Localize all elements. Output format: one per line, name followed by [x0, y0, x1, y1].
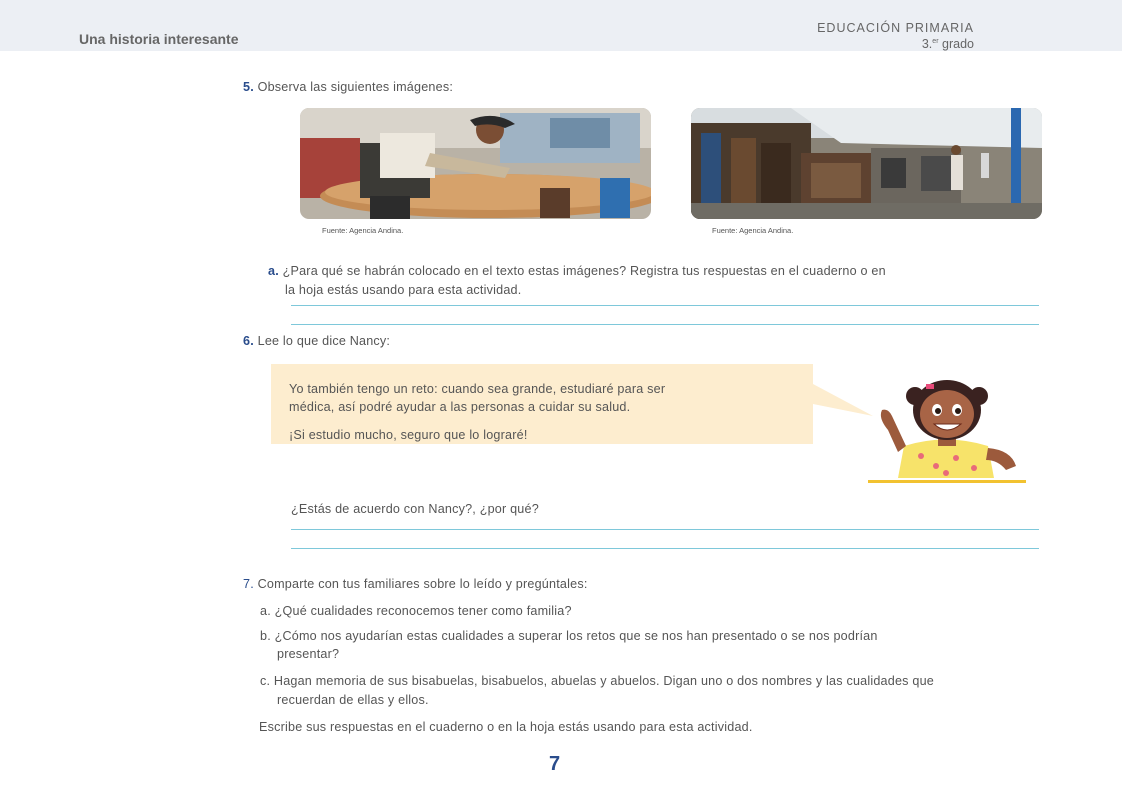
question-5a-line1: [268, 262, 886, 280]
question-5a-line2: la hoja estás usando para esta actividad.: [285, 283, 522, 297]
question-7b-line2: presentar?: [277, 647, 340, 661]
question-7: [243, 575, 588, 593]
grade-word: grado: [942, 37, 974, 51]
speech-bubble-tail: [813, 384, 873, 420]
answer-line: [291, 305, 1039, 306]
workshop-photo: [691, 108, 1042, 219]
question-5-text: Observa las siguientes imágenes:: [257, 80, 454, 94]
nancy-illustration: [866, 378, 1026, 486]
speech-bubble: [271, 364, 813, 444]
bubble-line-3: ¡Si estudio mucho, seguro que lo lograré!: [289, 428, 528, 442]
question-6-text: Lee lo que dice Nancy:: [257, 334, 391, 348]
question-7-text: Comparte con tus familiares sobre lo leído y pregúntales:: [257, 577, 588, 591]
carpenter-photo-image: [300, 108, 651, 219]
question-7-number: 7.: [243, 577, 254, 591]
bubble-line-2: médica, así podré ayudar a las personas a cuidar su salud.: [289, 400, 631, 414]
question-5a-text: ¿Para qué se habrán colocado en el texto estas imágenes? Registra tus respuestas en el cuaderno o en: [282, 264, 886, 278]
question-5a-label: a.: [268, 264, 279, 278]
photo-caption-left: Fuente: Agencia Andina.: [322, 226, 404, 235]
carpenter-photo: [300, 108, 651, 219]
question-7b-line1: b. ¿Cómo nos ayudarían estas cualidades a superar los retos que se nos han presentado o se nos podrían: [260, 629, 878, 643]
workshop-photo-image: [691, 108, 1042, 219]
education-level: EDUCACIÓN PRIMARIA: [817, 21, 974, 35]
header-title: Una historia interesante: [79, 31, 239, 47]
answer-line: [291, 548, 1039, 549]
grade-number: 3.: [921, 37, 933, 51]
bubble-line-1: Yo también tengo un reto: cuando sea grande, estudiaré para ser: [289, 382, 666, 396]
question-6-prompt: ¿Estás de acuerdo con Nancy?, ¿por qué?: [291, 502, 539, 516]
answer-line: [291, 324, 1039, 325]
photo-caption-right: Fuente: Agencia Andina.: [712, 226, 794, 235]
question-7c-line1: c. Hagan memoria de sus bisabuelas, bisabuelos, abuelas y abuelos. Digan uno o dos nombres y las cualidades que: [260, 674, 934, 688]
question-6: [243, 332, 390, 350]
question-5: [243, 78, 453, 96]
grade-label: [922, 37, 974, 51]
page-header: [0, 0, 1122, 51]
answer-line: [291, 529, 1039, 530]
question-7c-line2: recuerdan de ellas y ellos.: [277, 693, 429, 707]
question-7-closing: Escribe sus respuestas en el cuaderno o en la hoja estás usando para esta actividad.: [259, 720, 753, 734]
question-6-number: 6.: [243, 334, 254, 348]
grade-superscript: er: [932, 37, 939, 45]
question-5-number: 5.: [243, 80, 254, 94]
page-number: 7: [549, 753, 561, 775]
question-7a: a. ¿Qué cualidades reconocemos tener como familia?: [260, 604, 572, 618]
